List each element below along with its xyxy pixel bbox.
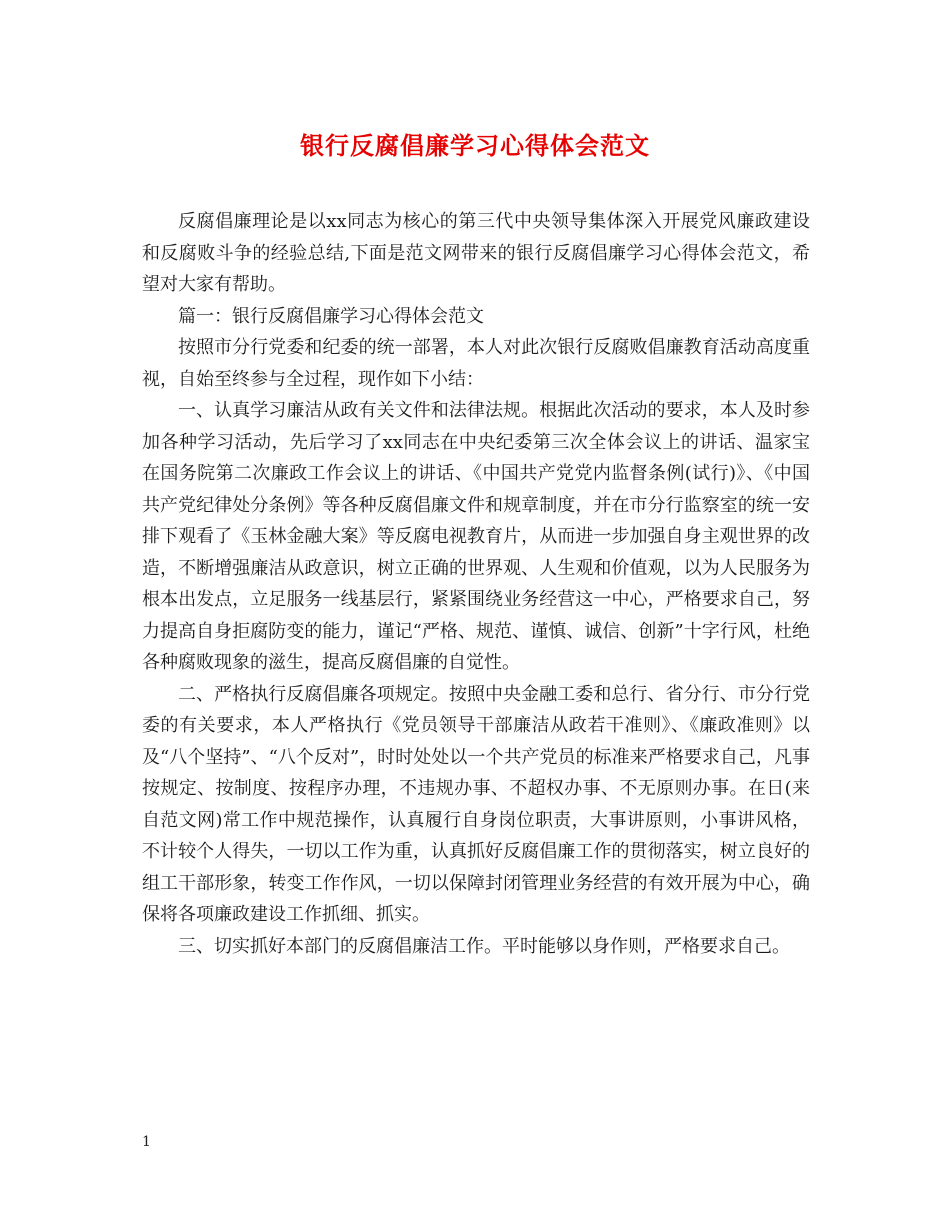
paragraph-section-heading: 篇一：银行反腐倡廉学习心得体会范文	[178, 305, 484, 327]
paragraph-point-two: 二、严格执行反腐倡廉各项规定。按照中央金融工委和总行、省分行、市分行党委的有关要求，本人严格执行《党员领导干部廉洁从政若干准则》、《廉政准则》以及“八个坚持”、“八个反对”，时时处处以一个共产党员的标准来严格要求自己，凡事按规定、按制度、按程序办理，不违规办事、不超权办事、不无原则办事。在日(来自范文网)常工作中规范操作，认真履行自身岗位职责，大事讲原则，小事讲风格，不计较个人得失，一切以工作为重，认真抓好反腐倡廉工作的贯彻落实，树立良好的组工干部形象，转变工作作风，一切以保障封闭管理业务经营的有效开展为中心，确保将各项廉政建设工作抓细、抓实。	[142, 683, 810, 925]
document-title: 银行反腐倡廉学习心得体会范文	[300, 131, 650, 160]
paragraph-point-three: 三、切实抓好本部门的反腐倡廉洁工作。平时能够以身作则，严格要求自己。	[178, 935, 790, 957]
document-body	[142, 206, 810, 962]
paragraph-opening: 按照市分行党委和纪委的统一部署，本人对此次银行反腐败倡廉教育活动高度重视，自始至终参与全过程，现作如下小结：	[142, 337, 810, 390]
page-number: 1	[142, 1134, 151, 1150]
paragraph-intro: 反腐倡廉理论是以xx同志为核心的第三代中央领导集体深入开展党风廉政建设和反腐败斗争的经验总结,下面是范文网带来的银行反腐倡廉学习心得体会范文，希望对大家有帮助。	[142, 211, 810, 295]
paragraph-point-one: 一、认真学习廉洁从政有关文件和法律法规。根据此次活动的要求，本人及时参加各种学习活动，先后学习了xx同志在中央纪委第三次全体会议上的讲话、温家宝在国务院第二次廉政工作会议上的讲话、《中国共产党党内监督条例(试行)》、《中国共产党纪律处分条例》等各种反腐倡廉文件和规章制度，并在市分行监察室的统一安排下观看了《玉林金融大案》等反腐电视教育片，从而进一步加强自身主观世界的改造，不断增强廉洁从政意识，树立正确的世界观、人生观和价值观，以为人民服务为根本出发点，立足服务一线基层行，紧紧围绕业务经营这一中心，严格要求自己，努力提高自身拒腐防变的能力，谨记“严格、规范、谨慎、诚信、创新”十字行风，杜绝各种腐败现象的滋生，提高反腐倡廉的自觉性。	[142, 400, 810, 673]
